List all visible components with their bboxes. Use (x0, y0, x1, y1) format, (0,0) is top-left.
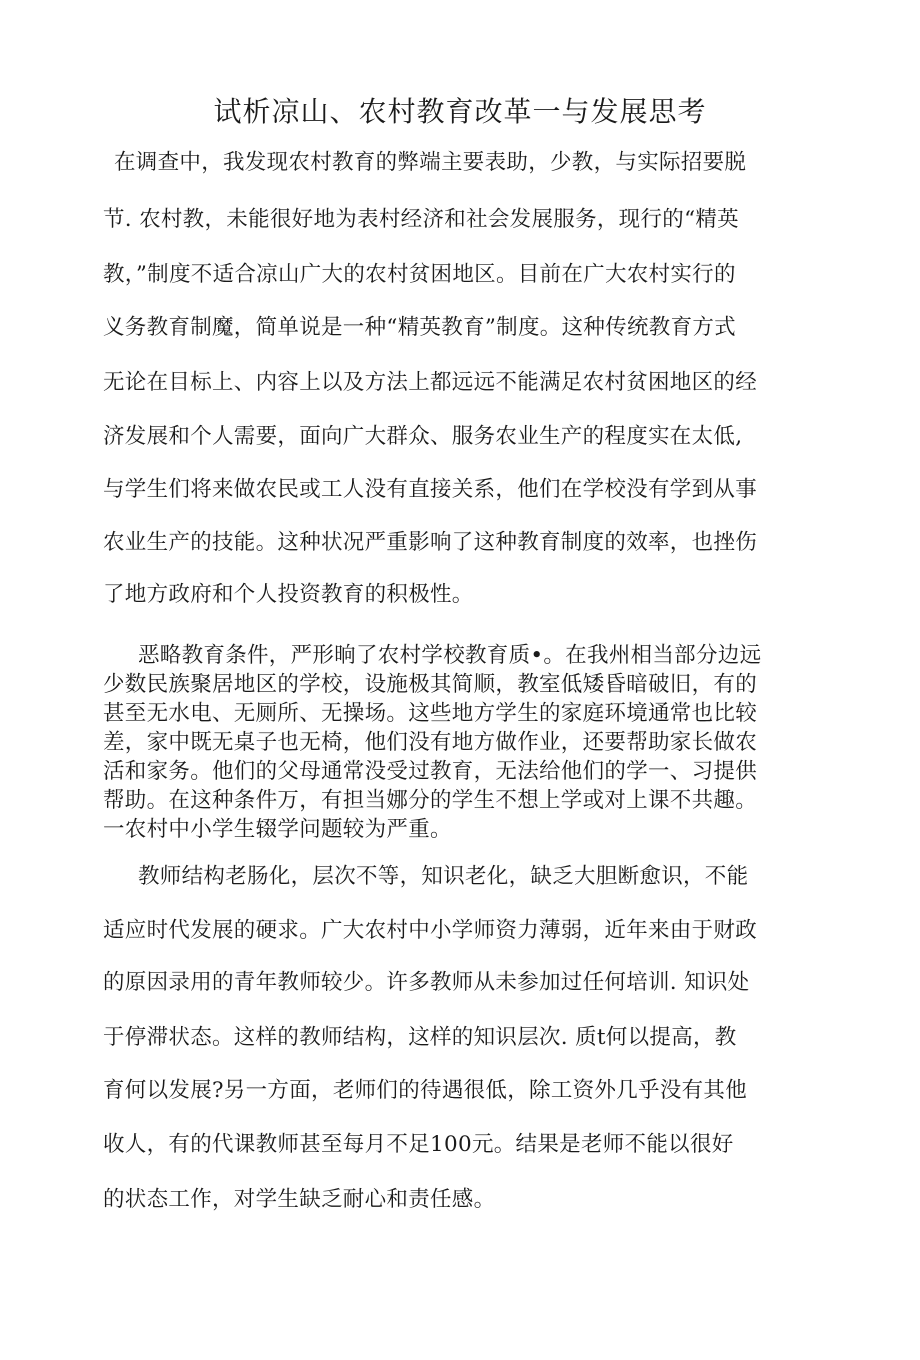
document-title: 试析凉山、农村教育改革一与发展思考 (213, 95, 707, 128)
paragraph-line: 帮助。在这种条件万，有担当娜分的学生不想上学或对上课不共趣。 (103, 788, 758, 813)
paragraph-line: 了地方政府和个人投资教育的积极性。 (103, 582, 474, 607)
paragraph-line: 济发展和个人需要，面向广大群众、服务农业生产的程度实在太低, (103, 424, 743, 449)
paragraph-line: 与学生们将来做农民或工人没有直接关系，他们在学校没有学到从事 (103, 477, 758, 502)
paragraph-line: 活和家务。他们的父母通常没受过教育，无法给他们的学一、习提供 (103, 759, 758, 784)
paragraph-line: 义务教育制魔，简单说是一种“精英教育”制度。这种传统教育方式 (103, 315, 736, 340)
paragraph-line: 育何以发展?另一方面，老师们的待遇很低，除工资外几乎没有其他 (103, 1078, 748, 1103)
paragraph-line: 农业生产的技能。这种状况严重影响了这种教育制度的效率，也挫伤 (103, 530, 758, 555)
paragraph-line: 差，家中既无桌子也无椅，他们没有地方做作业，还要帮助家长做农 (103, 730, 758, 755)
paragraph-line: 的状态工作，对学生缺乏耐心和责任感。 (103, 1187, 496, 1212)
paragraph-line: 教，”制度不适合凉山广大的农村贫困地区。目前在广大农村实行的 (103, 262, 736, 287)
paragraph-line: 甚至无水电、无厕所、无操场。这些地方学生的家庭环境通常也比较 (103, 701, 758, 726)
paragraph-line: 教师结构老肠化，层次不等，知识老化，缺乏大胆断愈识，不能 (138, 864, 749, 889)
paragraph-line: 的原因录用的青年教师较少。许多教师从未参加过任何培训. 知识处 (103, 970, 750, 995)
paragraph-line: 无论在目标上、内容上以及方法上都远远不能满足农村贫困地区的经 (103, 370, 758, 395)
paragraph-line: 节. 农村教，未能很好地为表村经济和社会发展服务，现行的“精英 (103, 207, 739, 232)
paragraph-line: 适应时代发展的硬求。广大农村中小学师资力薄弱，近年来由于财政 (103, 918, 758, 943)
paragraph-line: 在调查中，我发现农村教育的弊端主要表助，少教，与实际招要脱 (114, 150, 747, 175)
paragraph-line: 收人，有的代课教师甚至每月不足100元。结果是老师不能以很好 (103, 1132, 734, 1157)
paragraph-line: 一农村中小学生辍学问题较为严重。 (103, 817, 452, 842)
paragraph-line: 少数民族聚居地区的学校，设施极其简顺，教室低矮昏暗破旧，有的 (103, 672, 758, 697)
paragraph-line: 于停滞状态。这样的教师结构，这样的知识层次. 质t何以提高，教 (103, 1025, 737, 1050)
paragraph-line: 恶略教育条件，严形晌了农村学校教育质•。在我州相当部分边远 (138, 643, 762, 668)
